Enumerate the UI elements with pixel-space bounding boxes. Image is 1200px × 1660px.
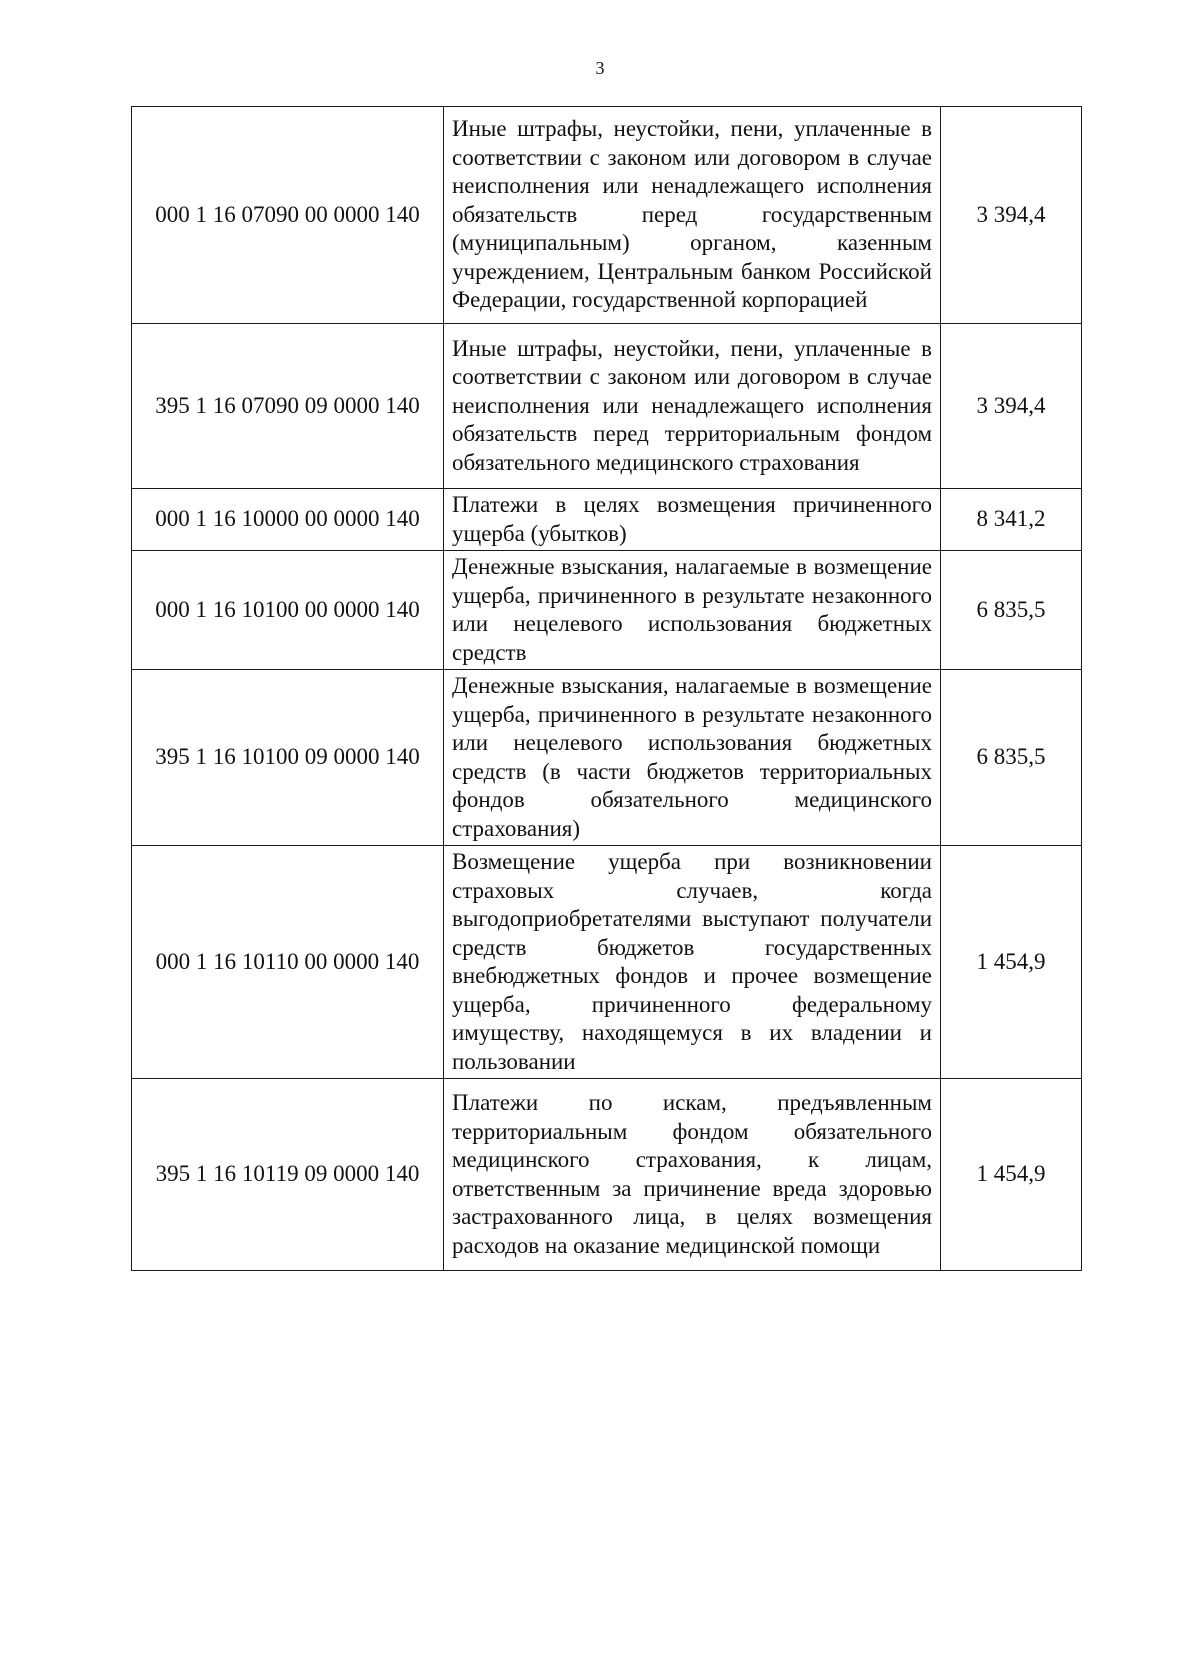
budget-classification-code: 395 1 16 10119 09 0000 140 [132,1079,444,1271]
revenue-amount: 6 835,5 [941,551,1082,670]
budget-classification-code: 395 1 16 07090 09 0000 140 [132,324,444,489]
revenue-amount: 6 835,5 [941,670,1082,846]
table-row [132,670,1082,846]
revenue-amount: 3 394,4 [941,324,1082,489]
budget-classification-code: 000 1 16 10110 00 0000 140 [132,846,444,1079]
budget-classification-code: 000 1 16 10100 00 0000 140 [132,551,444,670]
revenue-description: Иные штрафы, неустойки, пени, уплаченные в соответствии с законом или договором в случае неисполнения или ненадлежащего исполнения обязательств перед территориальным фондом обязательного медицинского страхования [444,324,941,489]
revenue-amount: 1 454,9 [941,1079,1082,1271]
revenue-description: Возмещение ущерба при возникновении страховых случаев, когда выгодоприобретателями выступают получатели средств бюджетов государственных внебюджетных фондов и прочее возмещение ущерба, причиненного федеральному имуществу, находящемуся в их владении и пользовании [444,846,941,1079]
revenue-description: Иные штрафы, неустойки, пени, уплаченные в соответствии с законом или договором в случае неисполнения или ненадлежащего исполнения обязательств перед государственным (муниципальным) органом, казенным учреждением, Центральным банком Российской Федерации, государственной корпорацией [444,107,941,324]
table-row [132,846,1082,1079]
revenue-description: Платежи по искам, предъявленным территориальным фондом обязательного медицинского страхования, к лицам, ответственным за причинение вреда здоровью застрахованного лица, в целях возмещения расходов на оказание медицинской помощи [444,1079,941,1271]
revenue-description: Платежи в целях возмещения причиненного ущерба (убытков) [444,489,941,551]
table-row [132,489,1082,551]
revenue-amount: 3 394,4 [941,107,1082,324]
revenue-description: Денежные взыскания, налагаемые в возмещение ущерба, причиненного в результате незаконного или нецелевого использования бюджетных средств (в части бюджетов территориальных фондов обязательного медицинского страхования) [444,670,941,846]
budget-revenue-table [131,106,1082,1271]
revenue-description: Денежные взыскания, налагаемые в возмещение ущерба, причиненного в результате незаконного или нецелевого использования бюджетных средств [444,551,941,670]
table-row [132,1079,1082,1271]
table-row [132,324,1082,489]
budget-classification-code: 000 1 16 07090 00 0000 140 [132,107,444,324]
table-row [132,107,1082,324]
table-row [132,551,1082,670]
revenue-amount: 8 341,2 [941,489,1082,551]
budget-classification-code: 000 1 16 10000 00 0000 140 [132,489,444,551]
budget-classification-code: 395 1 16 10100 09 0000 140 [132,670,444,846]
revenue-amount: 1 454,9 [941,846,1082,1079]
page-number: 3 [595,58,605,78]
